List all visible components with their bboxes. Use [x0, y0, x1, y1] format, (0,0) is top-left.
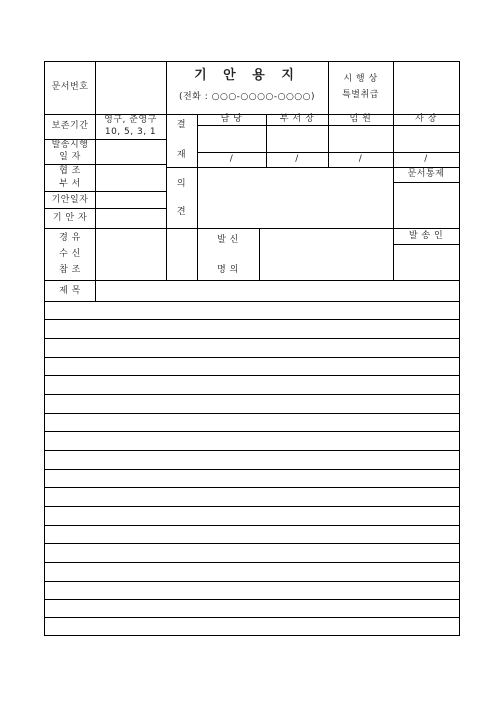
slash-2: / [295, 154, 299, 164]
approver-2: 부 서 장 [279, 114, 315, 124]
dispatcher-label: 발 송 인 [408, 231, 444, 241]
draft-form [44, 61, 460, 636]
form-title: 기 안 용 지 [194, 68, 300, 83]
execution-label-2: 특별취급 [342, 90, 379, 100]
phone-line: (전화 : ○○○-○○○○-○○○○) [178, 92, 316, 102]
approval-label-1: 결 [176, 120, 187, 130]
draft-date-label: 기안일자 [51, 195, 89, 205]
doc-number-label: 문서번호 [51, 82, 89, 92]
reference-label: 참 조 [59, 265, 81, 275]
approval-label-2: 재 [176, 150, 187, 160]
doc-control-label: 문서통제 [407, 169, 445, 179]
opinion-label-2: 견 [176, 207, 187, 217]
retention-value-2: 10, 5, 3, 1 [104, 127, 157, 137]
body-ruled-lines[interactable] [45, 301, 459, 635]
slash-3: / [358, 154, 363, 164]
via-label: 경 유 [59, 233, 81, 243]
cooperation-label-1: 협 조 [59, 166, 81, 176]
send-date-label-2: 일 자 [59, 152, 81, 162]
retention-label: 보존기간 [51, 121, 89, 131]
slash-1: / [229, 154, 234, 164]
approver-1: 담 당 [220, 114, 243, 124]
execution-label-1: 시 행 상 [343, 74, 378, 84]
approver-3: 임 원 [349, 114, 372, 124]
slash-4: / [424, 154, 428, 164]
retention-value-1: 영구, 준영구 [104, 115, 157, 125]
send-date-label-1: 발송시행 [51, 140, 89, 150]
sender-label-1: 발 신 [217, 235, 239, 245]
sender-label-2: 명 의 [217, 265, 239, 275]
opinion-label-1: 의 [176, 179, 187, 189]
recipient-label: 수 신 [59, 249, 81, 259]
cooperation-label-2: 부 서 [59, 179, 81, 189]
approver-4: 사 장 [415, 114, 437, 124]
drafter-label: 기 안 자 [52, 213, 88, 223]
subject-label: 제 목 [59, 286, 81, 296]
